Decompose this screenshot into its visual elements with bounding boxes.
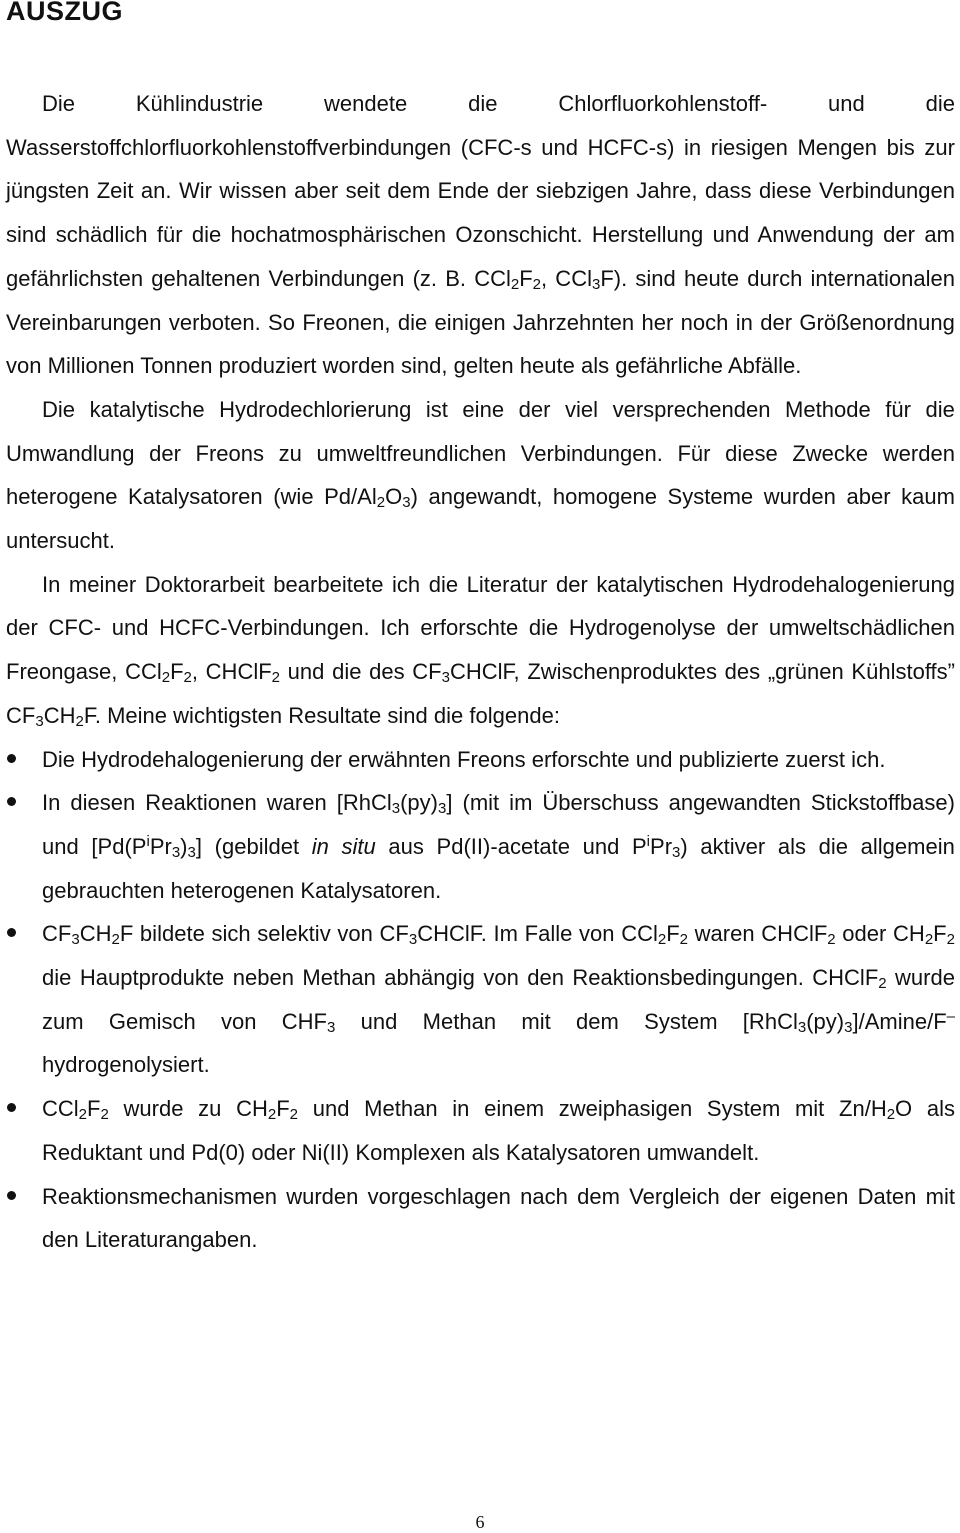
paragraph-text: Die katalytische Hydrodechlorierung ist eine der viel versprechenden Methode für die Umwandlung der Freons zu umweltfreundlichen Verbindungen. Für diese Zwecke werden heterogene Katalysatoren (wie $Pd/Al_2O_3$) angewandt, homogene Systeme wurden aber kaum untersucht. (6, 396, 955, 554)
list-item (6, 781, 955, 912)
list-item-text: $CCl_2F_2$ wurde zu $CH_2F_2$ und Methan in einem zweiphasigen System mit $Zn/H_2O$ als Reduktant und Pd(0) oder Ni(II) Komplexen als Katalysatoren umwandelt. (42, 1096, 955, 1165)
list-item-text: $CF_3CH_2F$ bildete sich selektiv von $CF_3CHClF$. Im Falle von $CCl_2F_2$ waren CHClF$_2$ oder $CH_2F_2$ die Hauptprodukte neben Methan abhängig von den Reaktionsbedingungen. CHClF$_2$ wurde zum Gemisch von $CHF_3$ und Methan mit dem System $[RhCl_3(py)_3]/Amine/F^-$ hydrogenolysiert. (42, 921, 956, 1078)
page-number: 6 (475, 1512, 485, 1532)
paragraph-text: In meiner Doktorarbeit bearbeitete ich die Literatur der katalytischen Hydrodehalogenierung der CFC- und HCFC-Verbindungen. Ich erforschte die Hydrogenolyse der umweltschädlichen Freongase, $CCl_2F_2$, CHClF$_2$ und die des $CF_3CHClF$, Zwischenproduktes des „grünen Kühlstoffs” $CF_3CH_2F$. Meine wichtigsten Resultate sind die folgende: (6, 571, 956, 730)
bullet-icon (7, 1103, 16, 1112)
bullet-icon (7, 1191, 16, 1200)
paragraph-text: Die Kühlindustrie wendete die Chlorfluorkohlenstoff- und die Wasserstoffchlorfluorkohlenstoffverbindungen (CFC-s und HCFC-s) in riesigen Mengen bis zur jüngsten Zeit an. Wir wissen aber seit dem Ende der siebzigen Jahre, dass diese Verbindungen sind schädlich für die hochatmosphärischen Ozonschicht. Herstellung und Anwendung der am gefährlichsten gehaltenen Verbindungen (z. B. $CCl_2F_2$, CCl$_3$F). sind heute durch internationalen Vereinbarungen verboten. So Freonen, die einigen Jahrzehnten her noch in der Größenordnung von Millionen Tonnen produziert worden sind, gelten heute als gefährliche Abfälle. (6, 91, 955, 379)
list-item (6, 738, 955, 782)
document-body (6, 82, 955, 1262)
results-list (6, 738, 955, 1262)
list-item-text: Reaktionsmechanismen wurden vorgeschlagen nach dem Vergleich der eigenen Daten mit den Literaturangaben. (42, 1183, 955, 1253)
paragraph (6, 82, 955, 388)
list-item (6, 912, 955, 1087)
paragraph (6, 388, 955, 563)
list-item-text: Die Hydrodehalogenierung der erwähnten Freons erforschte und publizierte zuerst ich. (42, 746, 886, 772)
list-item (6, 1087, 955, 1174)
bullet-icon (7, 928, 16, 937)
bullet-icon (7, 797, 16, 806)
list-item-text: In diesen Reaktionen waren $[RhCl_3(py)_3]$ (mit im Überschuss angewandten Stickstoffbase) und $[Pd(P^iPr_3)_3]$ (gebildet in situ aus Pd(II)-acetate und $P^iPr_3$) aktiver als die allgemein gebrauchten heterogenen Katalysatoren. (42, 790, 955, 903)
bullet-icon (7, 754, 16, 763)
page-heading: AUSZUG (6, 0, 123, 26)
list-item (6, 1175, 955, 1262)
paragraph (6, 563, 955, 738)
